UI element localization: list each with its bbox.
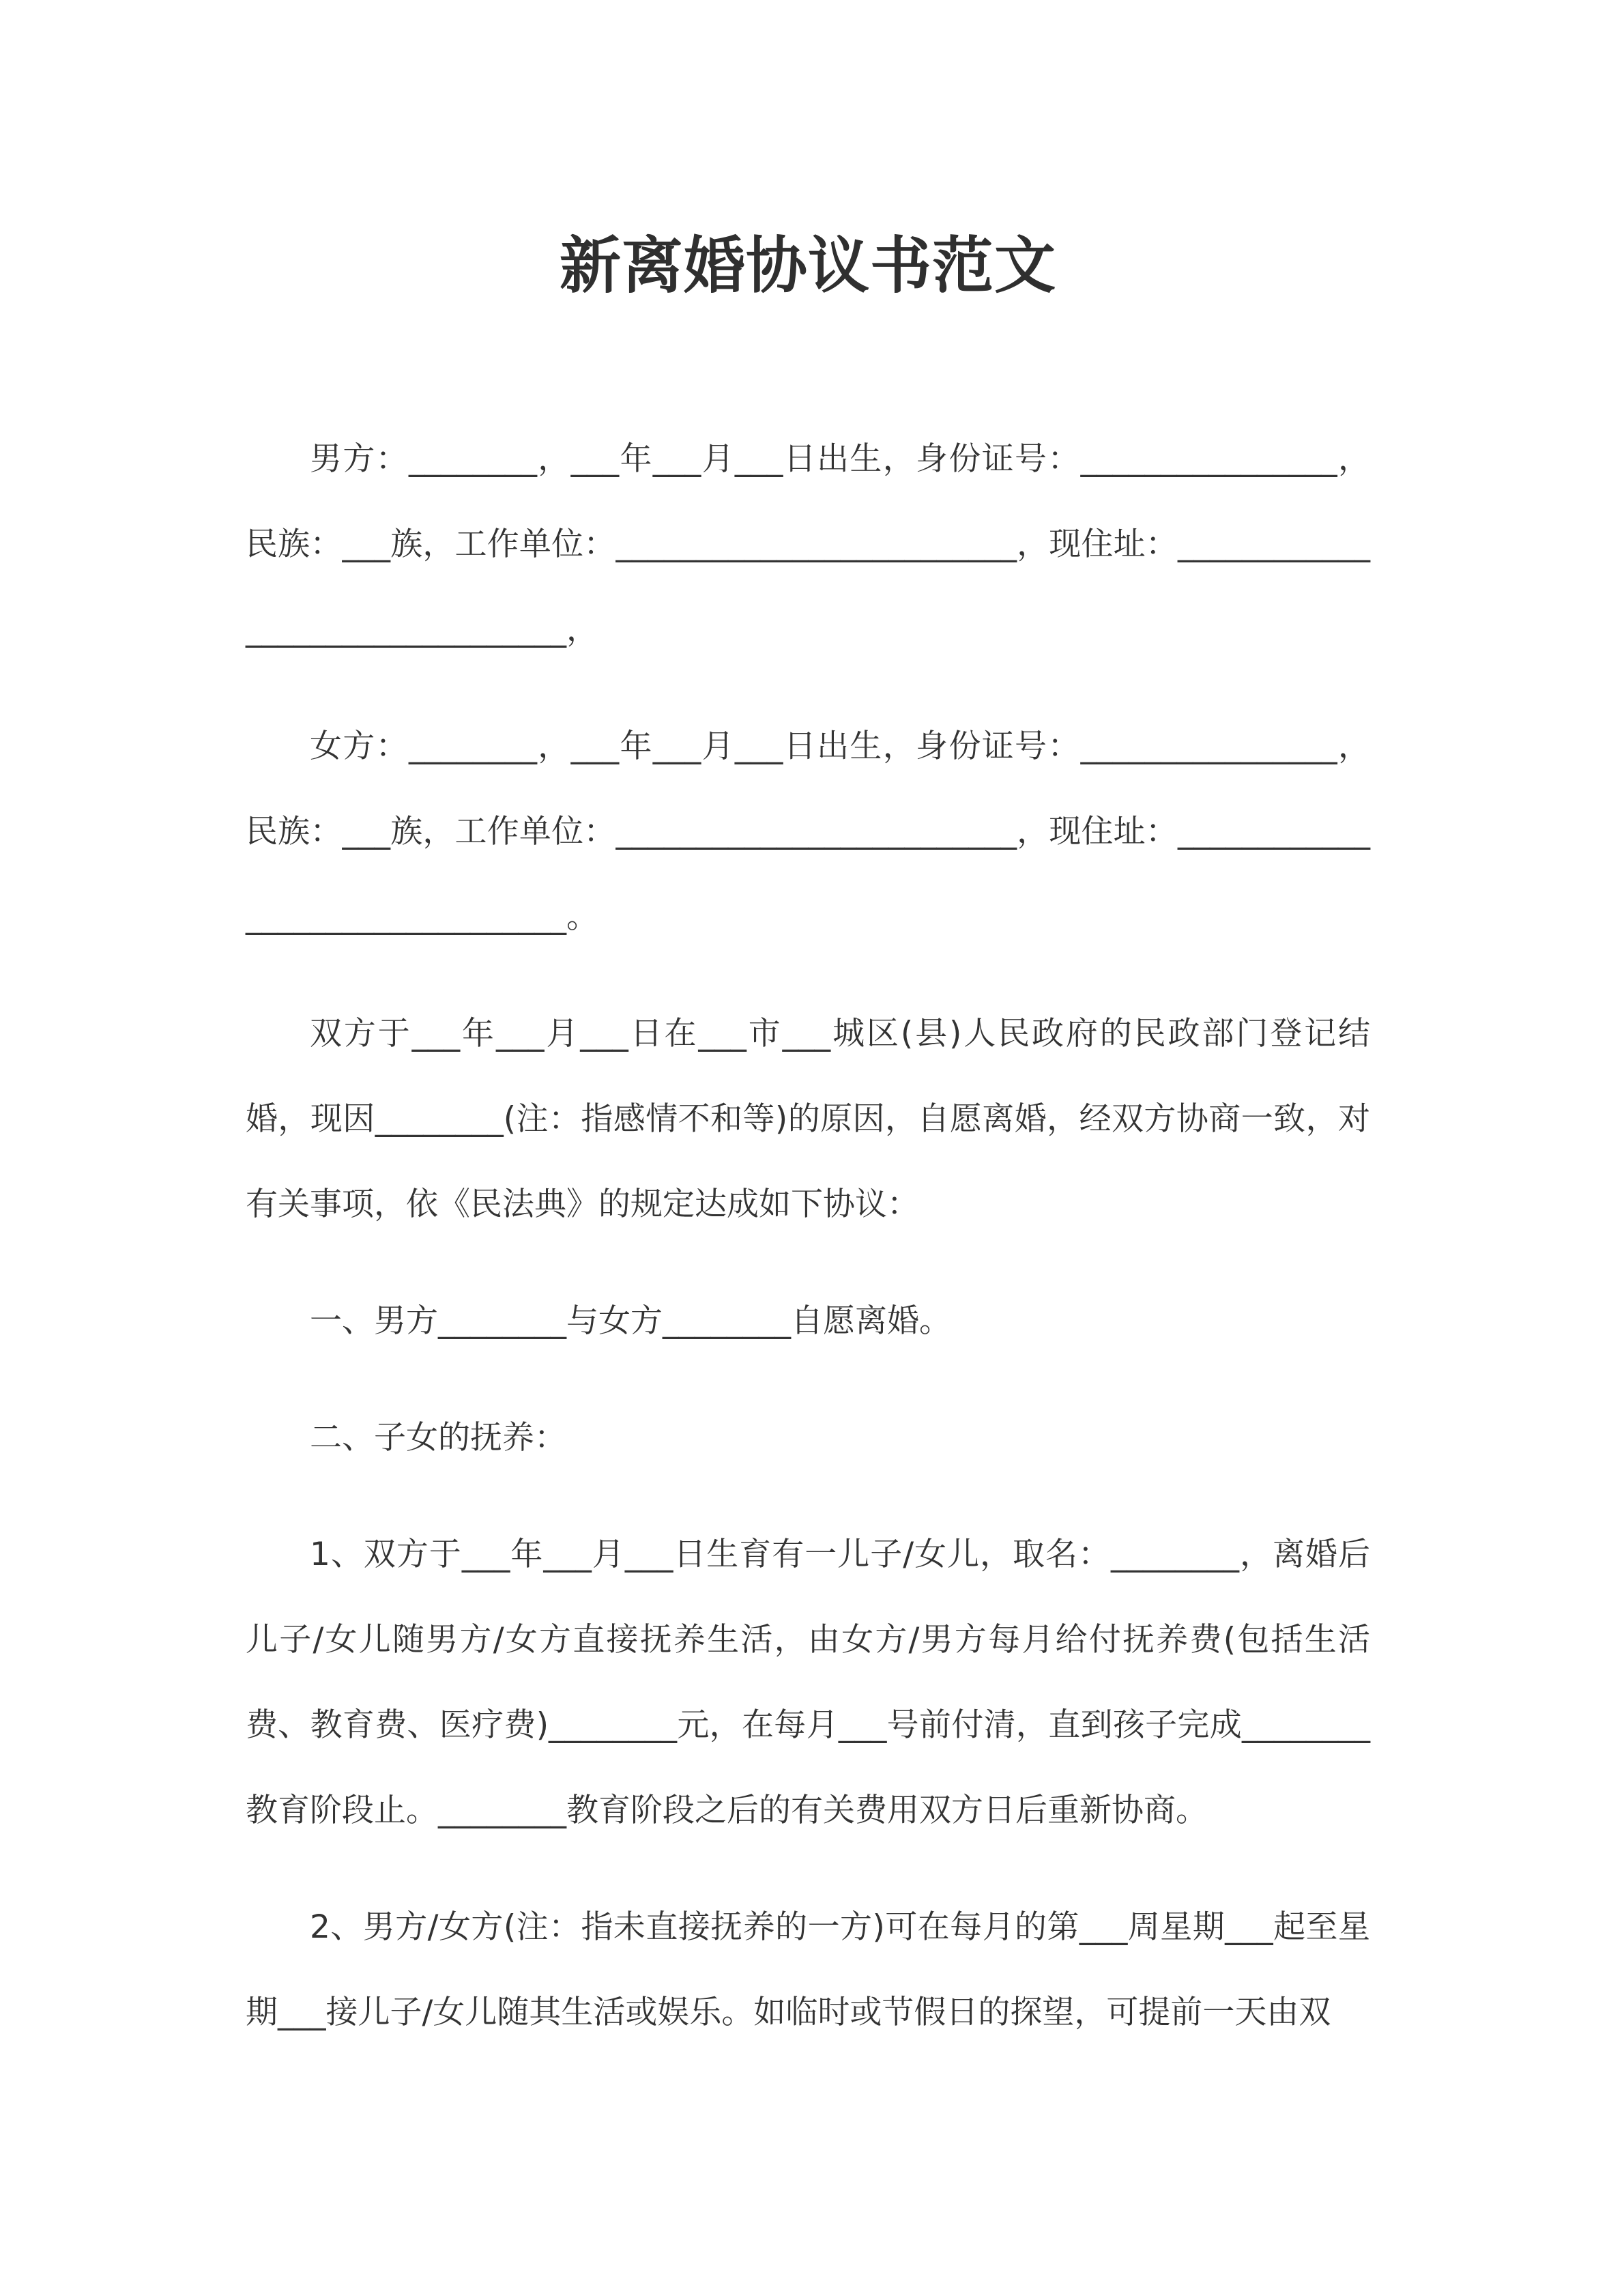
paragraph-clause-2-item-1: 1、双方于___年___月___日生育有一儿子/女儿，取名：________，离婚后儿子/女儿随男方/女方直接抚养生活，由女方/男方每月给付抚养费(包括生活费、教育费、医疗费)________元，在每月___号前付清，直到孩子完成________教育阶段止。________教育阶段之后的有关费用双方日后重新协商。 — [246, 1536, 1370, 1829]
paragraph-male-party: 男方：________，___年___月___日出生，身份证号：________________，民族：___族，工作单位：_________________________，现住址：________________________________， — [246, 440, 1370, 648]
document-body — [246, 416, 1370, 2055]
paragraph-clause-1: 一、男方________与女方________自愿离婚。 — [310, 1302, 951, 1340]
document-title: 新离婚协议书范文 — [560, 230, 1056, 302]
paragraph-female-party: 女方：________，___年___月___日出生，身份证号：________________，民族：___族，工作单位：_________________________，现住址：________________________________。 — [246, 728, 1370, 936]
paragraph-clause-2-heading: 二、子女的抚养： — [310, 1419, 566, 1456]
paragraph-clause-2-item-2: 2、男方/女方(注：指未直接抚养的一方)可在每月的第___周星期___起至星期___接儿子/女儿随其生活或娱乐。如临时或节假日的探望，可提前一天由双 — [246, 1908, 1370, 2031]
paragraph-marriage-registration: 双方于___年___月___日在___市___城区(县)人民政府的民政部门登记结婚，现因________(注：指感情不和等)的原因，自愿离婚，经双方协商一致，对有关事项，依《民法典》的规定达成如下协议： — [246, 1015, 1370, 1223]
